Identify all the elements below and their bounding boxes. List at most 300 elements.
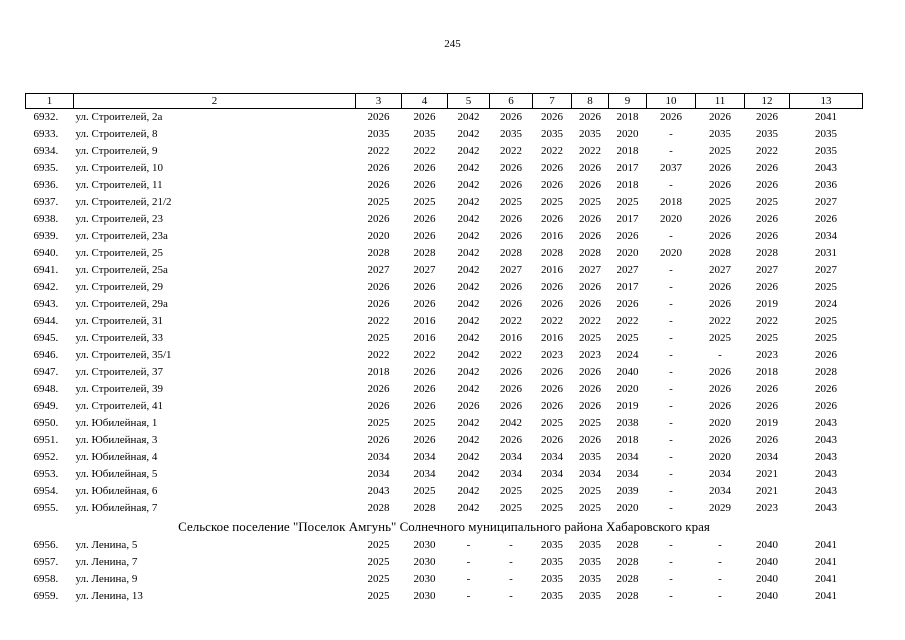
column-header-11: 11 <box>696 94 745 109</box>
year-cell: 2022 <box>413 349 436 361</box>
year-cell: 2026 <box>756 400 778 412</box>
year-cell: 2026 <box>579 298 601 310</box>
year-cell: 2042 <box>457 145 480 157</box>
year-cell: 2025 <box>579 502 601 514</box>
year-cell: 2022 <box>367 315 390 327</box>
year-cell: - <box>466 573 471 585</box>
row-number: 6954. <box>33 485 59 497</box>
year-cell: 2026 <box>579 366 601 378</box>
year-cell: 2022 <box>367 145 390 157</box>
year-cell: 2019 <box>756 298 778 310</box>
year-cell: 2026 <box>756 162 778 174</box>
year-cell: - <box>669 485 673 497</box>
address-cell: ул. Ленина, 9 <box>75 573 138 585</box>
address-cell: ул. Строителей, 10 <box>75 162 163 174</box>
year-cell: 2026 <box>756 111 778 123</box>
year-cell: 2035 <box>579 556 601 568</box>
year-cell: 2035 <box>579 573 601 585</box>
year-cell: 2037 <box>660 162 682 174</box>
year-cell: 2022 <box>367 349 390 361</box>
year-cell: - <box>669 281 673 293</box>
year-cell: 2042 <box>457 502 480 514</box>
table-row <box>26 245 863 262</box>
year-cell: 2020 <box>660 213 682 225</box>
section-title: Сельское поселение "Поселок Амгунь" Солнечного муниципального района Хабаровского края <box>178 519 710 534</box>
row-number: 6956. <box>33 539 59 551</box>
year-cell: - <box>669 315 673 327</box>
year-cell: 2017 <box>616 213 639 225</box>
row-number: 6937. <box>33 196 59 208</box>
year-cell: 2026 <box>541 434 563 446</box>
row-number: 6941. <box>33 264 59 276</box>
year-cell: 2018 <box>756 366 778 378</box>
row-number: 6940. <box>33 247 59 259</box>
address-cell: ул. Юбилейная, 4 <box>75 451 158 463</box>
year-cell: 2027 <box>579 264 601 276</box>
table-row <box>26 347 863 364</box>
year-cell: 2016 <box>541 332 563 344</box>
year-cell: 2035 <box>413 128 436 140</box>
year-cell: 2025 <box>815 281 837 293</box>
year-cell: 2034 <box>616 468 639 480</box>
year-cell: 2026 <box>541 366 563 378</box>
table-row <box>26 554 863 571</box>
year-cell: 2026 <box>541 162 563 174</box>
year-cell: 2026 <box>756 230 778 242</box>
year-cell: 2022 <box>579 315 601 327</box>
year-cell: 2026 <box>709 111 731 123</box>
year-cell: 2026 <box>500 298 522 310</box>
year-cell: 2029 <box>709 502 731 514</box>
year-cell: 2026 <box>579 281 601 293</box>
year-cell: 2025 <box>579 417 601 429</box>
table-row <box>26 588 863 605</box>
year-cell: 2021 <box>756 485 778 497</box>
year-cell: 2026 <box>660 111 682 123</box>
year-cell: 2038 <box>616 417 639 429</box>
year-cell: 2042 <box>500 417 522 429</box>
row-number: 6942. <box>33 281 59 293</box>
year-cell: 2034 <box>709 485 731 497</box>
year-cell: 2020 <box>616 128 639 140</box>
address-cell: ул. Строителей, 2а <box>75 111 163 123</box>
housing-schedule-table <box>25 93 863 605</box>
year-cell: 2042 <box>457 213 480 225</box>
year-cell: 2026 <box>541 281 563 293</box>
year-cell: 2026 <box>413 383 436 395</box>
year-cell: 2040 <box>756 590 778 602</box>
year-cell: 2043 <box>815 417 837 429</box>
year-cell: - <box>669 349 673 361</box>
year-cell: 2030 <box>413 573 436 585</box>
year-cell: 2034 <box>616 451 639 463</box>
table-row <box>26 398 863 415</box>
year-cell: - <box>509 573 513 585</box>
year-cell: - <box>669 366 673 378</box>
year-cell: - <box>669 451 673 463</box>
year-cell: 2026 <box>579 162 601 174</box>
year-cell: 2022 <box>500 349 522 361</box>
year-cell: 2026 <box>413 111 436 123</box>
year-cell: 2036 <box>815 179 837 191</box>
year-cell: 2025 <box>500 196 522 208</box>
year-cell: 2026 <box>709 281 731 293</box>
year-cell: 2025 <box>579 332 601 344</box>
year-cell: 2035 <box>541 128 563 140</box>
row-number: 6934. <box>33 145 59 157</box>
year-cell: 2026 <box>709 434 731 446</box>
column-header-8: 8 <box>572 94 609 109</box>
section-row <box>26 517 863 537</box>
address-cell: ул. Ленина, 13 <box>75 590 143 602</box>
year-cell: 2022 <box>413 145 436 157</box>
year-cell: 2026 <box>500 400 522 412</box>
row-number: 6952. <box>33 451 59 463</box>
year-cell: 2025 <box>500 485 522 497</box>
year-cell: 2027 <box>815 264 837 276</box>
year-cell: 2025 <box>367 556 390 568</box>
year-cell: 2018 <box>660 196 682 208</box>
year-cell: 2026 <box>709 383 731 395</box>
year-cell: 2030 <box>413 590 436 602</box>
year-cell: 2028 <box>367 247 390 259</box>
table-row <box>26 279 863 296</box>
year-cell: - <box>669 230 673 242</box>
year-cell: 2022 <box>709 315 731 327</box>
address-cell: ул. Строителей, 25а <box>75 264 168 276</box>
year-cell: - <box>509 539 513 551</box>
address-cell: ул. Юбилейная, 5 <box>75 468 158 480</box>
year-cell: 2042 <box>457 332 480 344</box>
year-cell: 2034 <box>541 451 563 463</box>
year-cell: 2025 <box>541 485 563 497</box>
year-cell: 2026 <box>756 281 778 293</box>
year-cell: 2026 <box>541 298 563 310</box>
year-cell: 2026 <box>709 213 731 225</box>
year-cell: - <box>669 179 673 191</box>
year-cell: 2022 <box>500 145 522 157</box>
year-cell: 2035 <box>815 145 837 157</box>
year-cell: 2042 <box>457 196 480 208</box>
year-cell: 2034 <box>413 468 436 480</box>
column-header-12: 12 <box>745 94 790 109</box>
table-row <box>26 126 863 143</box>
year-cell: 2025 <box>541 196 563 208</box>
year-cell: 2026 <box>815 400 837 412</box>
year-cell: 2023 <box>756 502 778 514</box>
row-number: 6943. <box>33 298 59 310</box>
year-cell: 2026 <box>709 179 731 191</box>
year-cell: 2026 <box>709 400 731 412</box>
year-cell: 2028 <box>616 590 639 602</box>
year-cell: 2022 <box>616 315 639 327</box>
address-cell: ул. Строителей, 41 <box>75 400 163 412</box>
address-cell: ул. Строителей, 23а <box>75 230 168 242</box>
year-cell: - <box>669 590 673 602</box>
table-header <box>26 94 863 109</box>
row-number: 6948. <box>33 383 59 395</box>
address-cell: ул. Ленина, 7 <box>75 556 138 568</box>
address-cell: ул. Юбилейная, 1 <box>75 417 158 429</box>
year-cell: 2026 <box>413 230 436 242</box>
year-cell: - <box>669 502 673 514</box>
year-cell: 2025 <box>413 417 436 429</box>
column-header-3: 3 <box>356 94 402 109</box>
year-cell: 2041 <box>815 111 837 123</box>
address-cell: ул. Строителей, 21/2 <box>75 196 172 208</box>
year-cell: 2025 <box>367 590 390 602</box>
column-header-1: 1 <box>26 94 74 109</box>
year-cell: 2026 <box>367 383 390 395</box>
year-cell: 2022 <box>541 145 563 157</box>
year-cell: 2016 <box>541 230 563 242</box>
year-cell: - <box>509 590 513 602</box>
address-cell: ул. Юбилейная, 3 <box>75 434 158 446</box>
year-cell: 2016 <box>413 315 436 327</box>
year-cell: 2026 <box>756 434 778 446</box>
year-cell: - <box>669 332 673 344</box>
row-number: 6944. <box>33 315 59 327</box>
table-row <box>26 194 863 211</box>
year-cell: 2020 <box>616 247 639 259</box>
year-cell: 2028 <box>541 247 563 259</box>
table-row <box>26 313 863 330</box>
year-cell: 2026 <box>579 111 601 123</box>
year-cell: 2026 <box>541 213 563 225</box>
year-cell: 2027 <box>815 196 837 208</box>
year-cell: - <box>718 590 722 602</box>
year-cell: 2025 <box>616 332 639 344</box>
year-cell: - <box>718 349 722 361</box>
year-cell: 2028 <box>500 247 522 259</box>
year-cell: 2042 <box>457 468 480 480</box>
year-cell: 2034 <box>756 451 778 463</box>
year-cell: 2028 <box>616 539 639 551</box>
year-cell: 2026 <box>541 179 563 191</box>
row-number: 6945. <box>33 332 59 344</box>
table-row <box>26 143 863 160</box>
year-cell: 2018 <box>616 434 639 446</box>
year-cell: 2035 <box>579 539 601 551</box>
year-cell: 2043 <box>815 502 837 514</box>
year-cell: 2026 <box>616 298 639 310</box>
year-cell: 2040 <box>756 556 778 568</box>
year-cell: 2016 <box>541 264 563 276</box>
year-cell: 2019 <box>616 400 639 412</box>
year-cell: 2026 <box>756 179 778 191</box>
table-row <box>26 381 863 398</box>
year-cell: 2042 <box>457 451 480 463</box>
year-cell: 2025 <box>756 332 778 344</box>
year-cell: 2042 <box>457 366 480 378</box>
year-cell: 2043 <box>815 468 837 480</box>
year-cell: 2016 <box>500 332 522 344</box>
year-cell: 2026 <box>367 434 390 446</box>
row-number: 6951. <box>33 434 59 446</box>
year-cell: 2028 <box>413 502 436 514</box>
year-cell: 2027 <box>709 264 731 276</box>
year-cell: 2028 <box>413 247 436 259</box>
year-cell: 2042 <box>457 315 480 327</box>
year-cell: 2018 <box>616 145 639 157</box>
year-cell: 2020 <box>367 230 390 242</box>
year-cell: 2020 <box>660 247 682 259</box>
row-number: 6946. <box>33 349 59 361</box>
year-cell: 2035 <box>579 128 601 140</box>
year-cell: 2026 <box>413 162 436 174</box>
year-cell: - <box>669 298 673 310</box>
year-cell: 2034 <box>500 468 522 480</box>
address-cell: ул. Строителей, 29 <box>75 281 163 293</box>
column-header-9: 9 <box>609 94 647 109</box>
address-cell: ул. Строителей, 25 <box>75 247 163 259</box>
column-header-7: 7 <box>533 94 572 109</box>
year-cell: 2042 <box>457 111 480 123</box>
year-cell: 2041 <box>815 539 837 551</box>
year-cell: 2043 <box>815 485 837 497</box>
year-cell: 2019 <box>756 417 778 429</box>
year-cell: 2034 <box>541 468 563 480</box>
year-cell: 2026 <box>709 162 731 174</box>
year-cell: 2035 <box>579 590 601 602</box>
address-cell: ул. Юбилейная, 7 <box>75 502 158 514</box>
year-cell: 2027 <box>756 264 778 276</box>
year-cell: 2026 <box>541 111 563 123</box>
address-cell: ул. Строителей, 9 <box>75 145 158 157</box>
year-cell: 2026 <box>756 213 778 225</box>
year-cell: 2026 <box>815 349 837 361</box>
year-cell: 2025 <box>756 196 778 208</box>
year-cell: 2028 <box>709 247 731 259</box>
row-number: 6947. <box>33 366 59 378</box>
year-cell: 2034 <box>579 468 601 480</box>
year-cell: 2026 <box>709 298 731 310</box>
year-cell: - <box>669 539 673 551</box>
year-cell: - <box>718 539 722 551</box>
year-cell: 2030 <box>413 539 436 551</box>
table-row <box>26 177 863 194</box>
year-cell: 2040 <box>616 366 639 378</box>
year-cell: 2040 <box>756 539 778 551</box>
year-cell: 2018 <box>367 366 390 378</box>
year-cell: 2025 <box>541 502 563 514</box>
year-cell: 2020 <box>709 417 731 429</box>
year-cell: 2042 <box>457 162 480 174</box>
column-header-13: 13 <box>790 94 863 109</box>
year-cell: 2028 <box>579 247 601 259</box>
year-cell: 2035 <box>541 590 563 602</box>
year-cell: 2042 <box>457 383 480 395</box>
year-cell: 2023 <box>579 349 601 361</box>
year-cell: 2026 <box>457 400 480 412</box>
year-cell: 2026 <box>367 298 390 310</box>
year-cell: 2026 <box>541 400 563 412</box>
table-row <box>26 500 863 517</box>
year-cell: 2026 <box>500 213 522 225</box>
year-cell: 2023 <box>756 349 778 361</box>
year-cell: - <box>466 556 471 568</box>
year-cell: 2026 <box>413 213 436 225</box>
year-cell: 2043 <box>815 434 837 446</box>
table-body <box>26 109 863 606</box>
address-cell: ул. Ленина, 5 <box>75 539 138 551</box>
year-cell: 2026 <box>367 179 390 191</box>
year-cell: - <box>466 539 471 551</box>
year-cell: 2025 <box>579 485 601 497</box>
year-cell: 2025 <box>815 315 837 327</box>
year-cell: 2034 <box>367 468 390 480</box>
year-cell: 2025 <box>709 196 731 208</box>
year-cell: - <box>669 573 673 585</box>
column-header-4: 4 <box>402 94 448 109</box>
year-cell: - <box>669 400 673 412</box>
year-cell: 2034 <box>500 451 522 463</box>
table-row <box>26 160 863 177</box>
year-cell: 2020 <box>709 451 731 463</box>
year-cell: 2020 <box>616 502 639 514</box>
year-cell: 2041 <box>815 573 837 585</box>
year-cell: 2026 <box>579 230 601 242</box>
year-cell: 2028 <box>367 502 390 514</box>
year-cell: 2026 <box>500 111 522 123</box>
year-cell: 2025 <box>367 573 390 585</box>
year-cell: 2025 <box>616 196 639 208</box>
year-cell: 2035 <box>709 128 731 140</box>
year-cell: 2034 <box>815 230 837 242</box>
table-row <box>26 330 863 347</box>
table-row <box>26 432 863 449</box>
year-cell: 2026 <box>500 366 522 378</box>
year-cell: 2028 <box>756 247 778 259</box>
year-cell: 2041 <box>815 590 837 602</box>
column-header-10: 10 <box>647 94 696 109</box>
year-cell: 2026 <box>815 213 837 225</box>
row-number: 6955. <box>33 502 59 514</box>
table-row <box>26 415 863 432</box>
address-cell: ул. Строителей, 29а <box>75 298 168 310</box>
year-cell: 2042 <box>457 485 480 497</box>
year-cell: 2028 <box>815 366 837 378</box>
table-row <box>26 483 863 500</box>
year-cell: 2021 <box>756 468 778 480</box>
row-number: 6958. <box>33 573 59 585</box>
page-number: 245 <box>444 38 461 50</box>
address-cell: ул. Строителей, 23 <box>75 213 163 225</box>
table-row <box>26 109 863 127</box>
year-cell: 2028 <box>616 556 639 568</box>
year-cell: 2025 <box>367 539 390 551</box>
year-cell: 2043 <box>815 451 837 463</box>
year-cell: 2042 <box>457 230 480 242</box>
year-cell: 2026 <box>500 230 522 242</box>
year-cell: 2042 <box>457 281 480 293</box>
year-cell: 2026 <box>541 383 563 395</box>
row-number: 6957. <box>33 556 59 568</box>
year-cell: 2042 <box>457 434 480 446</box>
table-row <box>26 228 863 245</box>
year-cell: 2022 <box>500 315 522 327</box>
year-cell: - <box>669 434 673 446</box>
year-cell: 2020 <box>616 383 639 395</box>
year-cell: 2030 <box>413 556 436 568</box>
year-cell: 2042 <box>457 179 480 191</box>
year-cell: 2043 <box>815 162 837 174</box>
year-cell: - <box>718 556 722 568</box>
year-cell: 2026 <box>709 366 731 378</box>
year-cell: 2041 <box>815 556 837 568</box>
year-cell: 2026 <box>815 383 837 395</box>
year-cell: 2026 <box>756 383 778 395</box>
